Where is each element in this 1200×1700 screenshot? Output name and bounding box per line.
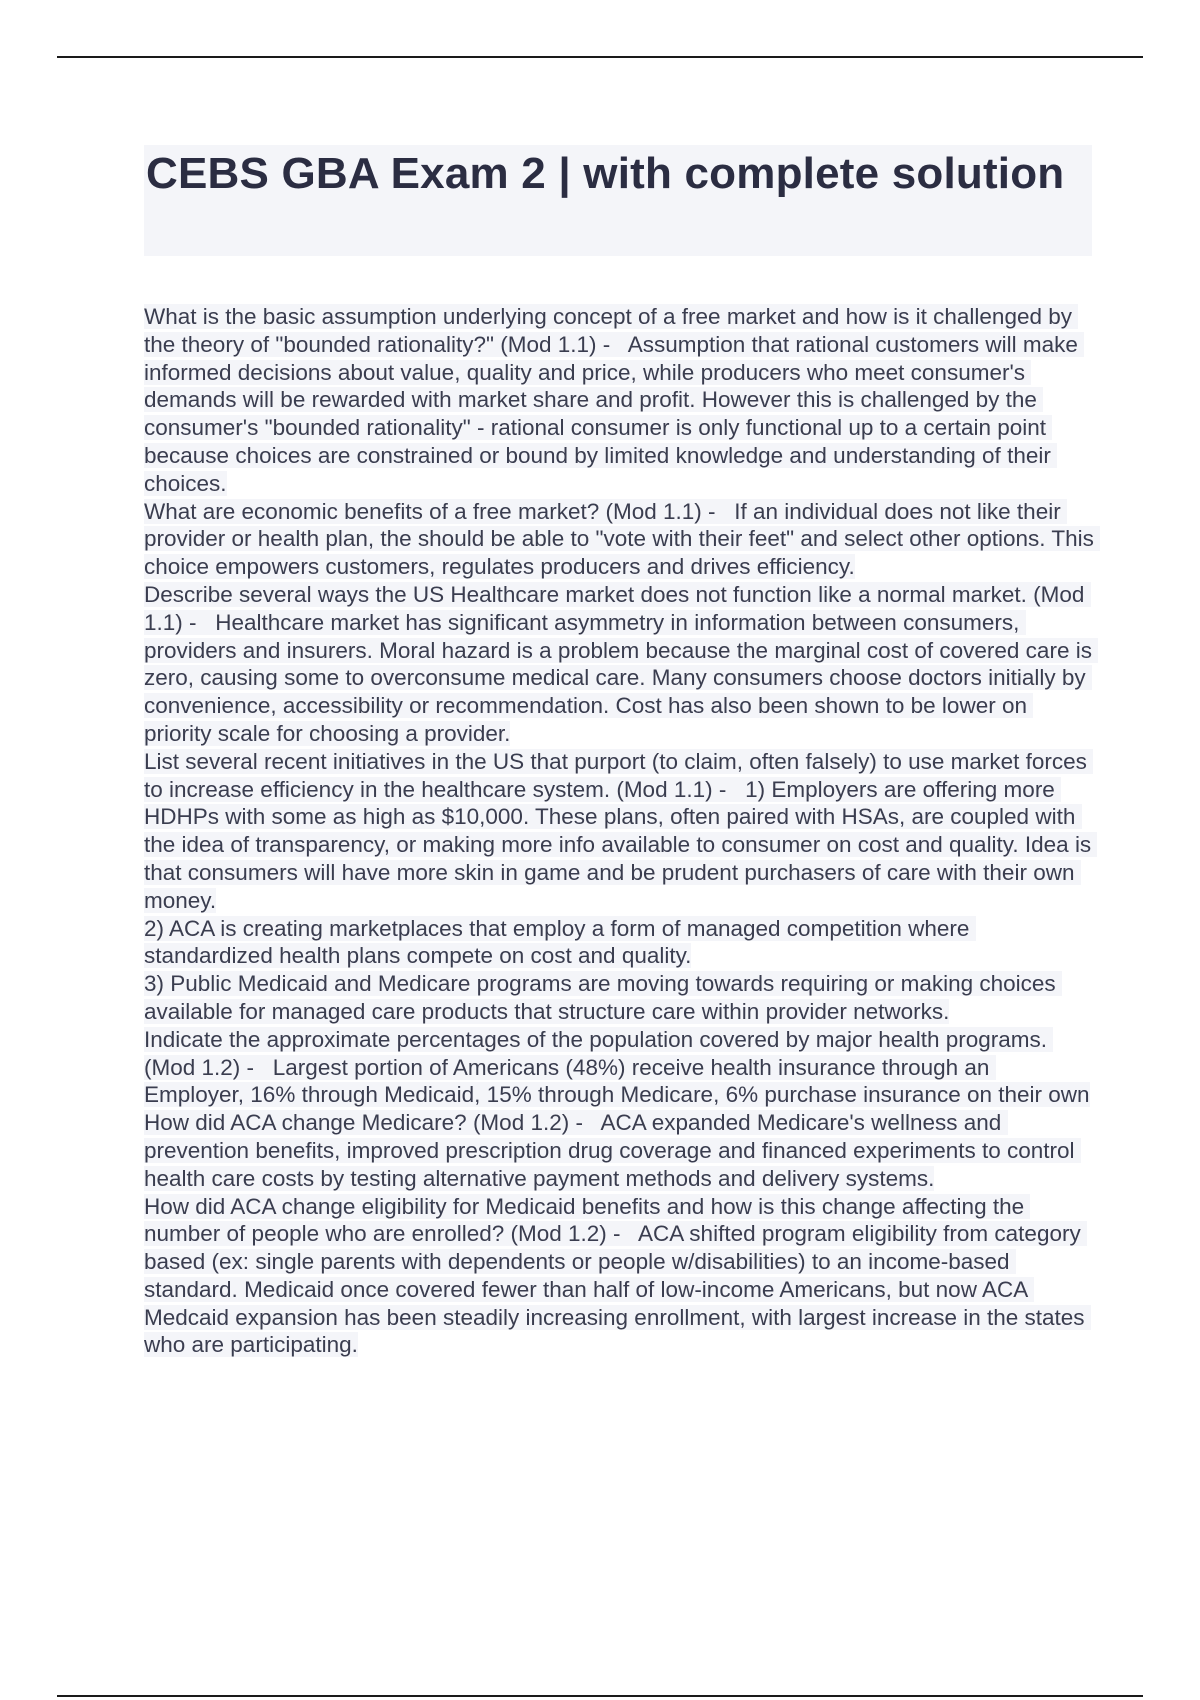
document-body — [144, 303, 1101, 1359]
qa-entry: How did ACA change Medicare? (Mod 1.2) - ACA expanded Medicare's wellness and prevention benefits, improved prescription drug coverage and financed experiments to control health care costs by testing alternative payment methods and delivery systems. — [144, 1110, 1081, 1191]
qa-entry: 2) ACA is creating marketplaces that employ a form of managed competition where standardized health plans compete on cost and quality. — [144, 915, 976, 969]
top-divider — [57, 56, 1143, 58]
qa-entry: What are economic benefits of a free market? (Mod 1.1) - If an individual does not like their provider or health plan, the should be able to "vote with their feet" and select other options. This choice empowers customers, regulates producers and drives efficiency. — [144, 498, 1101, 580]
qa-entry: List several recent initiatives in the US that purport (to claim, often falsely) to use market forces to increase efficiency in the healthcare system. (Mod 1.1) - 1) Employers are offering more HDHPs with some as high as $10,000. These plans, often paired with HSAs, are coupled with the idea of transparency, or making more info available to consumer on cost and quality. Idea is that consumers will have more skin in game and be prudent purchasers of care with their own money. — [144, 748, 1098, 913]
bottom-divider — [57, 1695, 1143, 1697]
qa-entry: Indicate the approximate percentages of the population covered by major health programs. (Mod 1.2) - Largest portion of Americans (48%) receive health insurance through an Employer, 16% through Medicaid, 15% through Medicare, 6% purchase insurance on their own — [144, 1026, 1090, 1108]
qa-entry: What is the basic assumption underlying concept of a free market and how is it challenged by the theory of "bounded rationality?" (Mod 1.1) - Assumption that rational customers will make informed decisions about value, quality and price, while producers who meet consumer's demands will be rewarded with market share and profit. However this is challenged by the consumer's "bounded rationality" - rational consumer is only functional up to a certain point because choices are constrained or bound by limited knowledge and understanding of their choices. — [144, 304, 1085, 496]
document-title: CEBS GBA Exam 2 | with complete solution — [146, 149, 1065, 198]
qa-entry: Describe several ways the US Healthcare market does not function like a normal market. (Mod 1.1) - Healthcare market has significant asymmetry in information between consumers, providers and insurers. Moral hazard is a problem because the marginal cost of covered care is zero, causing some to overconsume medical care. Many consumers choose doctors initially by convenience, accessibility or recommendation. Cost has also been shown to be lower on priority scale for choosing a provider. — [144, 581, 1099, 746]
qa-entry: How did ACA change eligibility for Medicaid benefits and how is this change affecting the number of people who are enrolled? (Mod 1.2) - ACA shifted program eligibility from category based (ex: single parents with dependents or people w/disabilities) to an income-based standard. Medicaid once covered fewer than half of low-income Americans, but now ACA Medcaid expansion has been steadily increasing enrollment, with largest increase in the states who are participating. — [144, 1193, 1091, 1358]
title-banner — [144, 145, 1092, 256]
qa-entry: 3) Public Medicaid and Medicare programs are moving towards requiring or making choices available for managed care products that structure care within provider networks. — [144, 971, 1062, 1024]
